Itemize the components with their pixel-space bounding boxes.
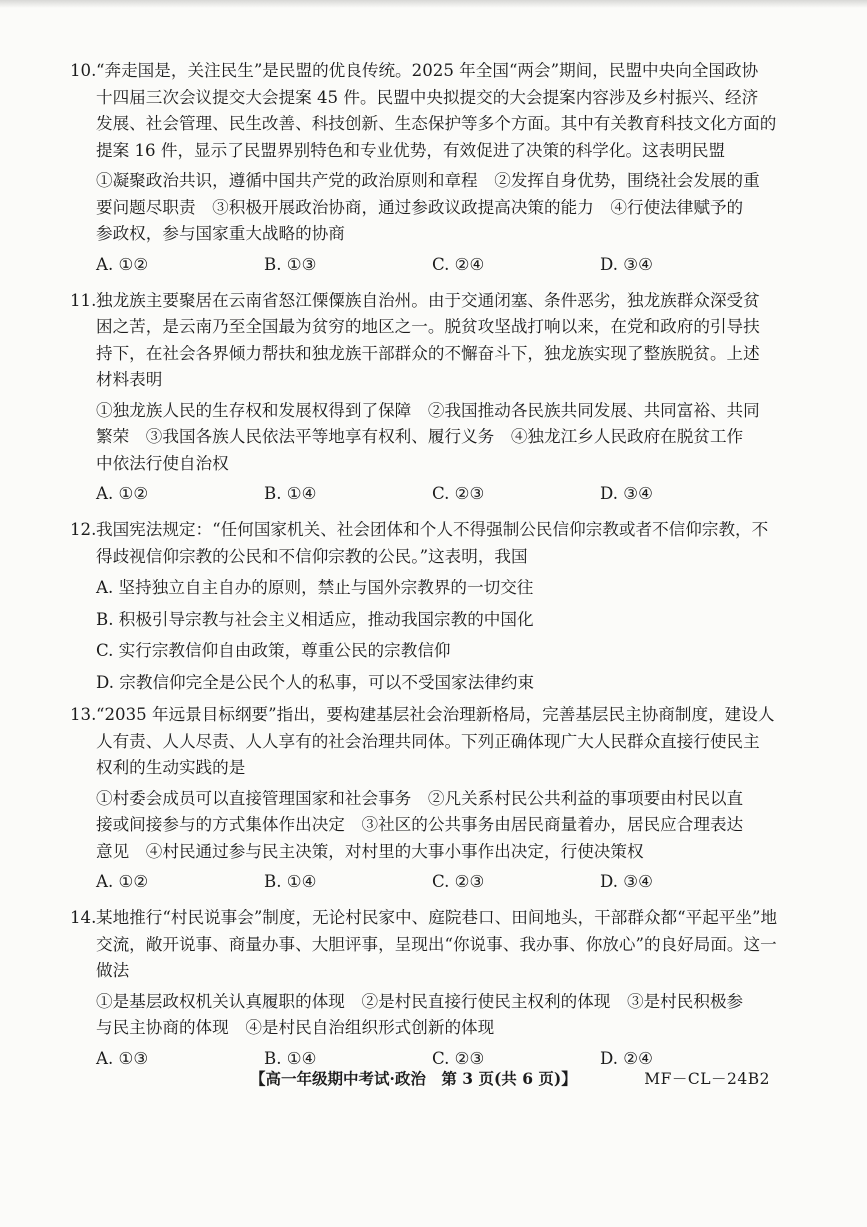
option-d: D. ③④ <box>600 254 654 274</box>
scan-top-edge <box>0 0 867 8</box>
question-stem-line: 14.某地推行“村民说事会”制度，无论村民家中、庭院巷口、田间地头，干部群众都“平起平坐”地 <box>96 905 766 932</box>
question-10 <box>70 58 777 282</box>
statement-line: ①凝聚政治共识，遵循中国共产党的政治原则和章程 ②发挥自身优势，围绕社会发展的重 <box>96 171 760 190</box>
question-14 <box>70 905 778 1076</box>
questions-area <box>70 58 778 1076</box>
footer-code: MF－CL－24B2 <box>644 1070 770 1088</box>
statement-line: 要问题尽职责 ③积极开展政治协商，通过参政议政提高决策的能力 ④行使法律赋予的 <box>96 197 744 217</box>
option-a: A. 坚持独立自主自办的原则，禁止与国外宗教界的一切交往 <box>96 578 534 597</box>
option-a: A. ①② <box>96 484 149 503</box>
statement-line: ①村委会成员可以直接管理国家和社会事务 ②凡关系村民公共利益的事项要由村民以直 <box>96 788 744 808</box>
option-d: D. 宗教信仰完全是公民个人的私事，可以不受国家法律约束 <box>96 672 535 692</box>
question-stem-line: 11.独龙族主要聚居在云南省怒江傈僳族自治州。由于交通闭塞、条件恶劣，独龙族群众深受贫 <box>96 288 766 315</box>
option-b: B. ①④ <box>264 1048 317 1068</box>
option-a: A. ①② <box>96 872 149 891</box>
option-d: D. ②④ <box>600 1048 654 1068</box>
question-stem-line: 发展、社会管理、民生改善、科技创新、生态保护等多个方面。其中有关教育科技文化方面的 <box>96 114 777 133</box>
question-stem-line: 持下，在社会各界倾力帮扶和独龙族干部群众的不懈奋斗下，独龙族实现了整族脱贫。上述 <box>96 343 760 363</box>
statement-line: 意见 ④村民通过参与民主决策，对村里的大事小事作出决定，行使决策权 <box>96 841 644 861</box>
page-footer <box>250 1066 770 1092</box>
option-d: D. ③④ <box>600 872 654 891</box>
option-b: B. ①④ <box>264 872 317 891</box>
statement-line: 接或间接参与的方式集体作出决定 ③社区的公共事务由居民商量着办，居民应合理表达 <box>96 815 744 834</box>
option-b: B. ①④ <box>264 484 317 503</box>
option-d: D. ③④ <box>600 484 654 503</box>
question-12 <box>70 517 769 696</box>
statement-line: 繁荣 ③我国各族人民依法平等地享有权利、履行义务 ④独龙江乡人民政府在脱贫工作 <box>96 427 744 446</box>
question-stem-line: 权利的生动实践的是 <box>96 758 246 777</box>
question-stem-line: 人有责、人人尽责、人人享有的社会治理共同体。下列正确体现广大人民群众直接行使民主 <box>96 731 760 751</box>
question-stem-line: 交流，敞开说事、商量办事、大胆评事，呈现出“你说事、我办事、你放心”的良好局面。这一 <box>96 934 777 954</box>
question-stem-line: 十四届三次会议提交大会提案 45 件。民盟中央拟提交的大会提案内容涉及乡村振兴、经济 <box>96 87 759 107</box>
answer-options <box>96 252 766 282</box>
statement-line: 与民主协商的体现 ④是村民自治组织形式创新的体现 <box>96 1018 495 1037</box>
question-number: 13. <box>70 705 97 724</box>
question-number: 11. <box>70 290 97 310</box>
question-stem-line: 得歧视信仰宗教的公民和不信仰宗教的公民。”这表明，我国 <box>96 546 528 566</box>
statement-line: 中依法行使自治权 <box>96 453 229 473</box>
answer-options <box>96 481 766 511</box>
question-number: 10. <box>70 61 97 80</box>
statement-line: ①独龙族人民的生存权和发展权得到了保障 ②我国推动各民族共同发展、共同富裕、共同 <box>96 400 760 420</box>
answer-options <box>96 869 766 899</box>
question-stem-line: 10.“奔走国是，关注民生”是民盟的优良传统。2025 年全国“两会”期间，民盟中央向全国政协 <box>96 58 766 85</box>
option-c: C. 实行宗教信仰自由政策，尊重公民的宗教信仰 <box>96 641 451 660</box>
question-11 <box>70 288 766 512</box>
statement-line: ①是基层政权机关认真履职的体现 ②是村民直接行使民主权利的体现 ③是村民积极参 <box>96 991 744 1011</box>
option-a: A. ①③ <box>96 1048 149 1068</box>
question-stem-line: 13.“2035 年远景目标纲要”指出，要构建基层社会治理新格局，完善基层民主协商制度，建设人 <box>96 702 766 729</box>
question-number: 12. <box>70 520 97 539</box>
option-c: C. ②③ <box>432 484 485 503</box>
statement-line: 参政权，参与国家重大战略的协商 <box>96 224 345 243</box>
option-b: B. 积极引导宗教与社会主义相适应，推动我国宗教的中国化 <box>96 609 534 629</box>
question-stem-line: 12.我国宪法规定：“任何国家机关、社会团体和个人不得强制公民信仰宗教或者不信仰宗教，不 <box>96 517 766 544</box>
question-stem-line: 材料表明 <box>96 370 163 389</box>
option-b: B. ①③ <box>264 254 317 274</box>
question-stem-line: 做法 <box>96 961 130 980</box>
option-c: C. ②④ <box>432 254 485 274</box>
question-stem-line: 困之苦，是云南乃至全国最为贫穷的地区之一。脱贫攻坚战打响以来，在党和政府的引导扶 <box>96 317 760 336</box>
question-13 <box>70 702 775 899</box>
question-number: 14. <box>70 908 97 927</box>
option-a: A. ①② <box>96 254 149 274</box>
question-stem-line: 提案 16 件，显示了民盟界别特色和专业优势，有效促进了决策的科学化。这表明民盟 <box>96 140 726 160</box>
option-c: C. ②③ <box>432 872 485 891</box>
option-c: C. ②③ <box>432 1048 485 1068</box>
footer-title: 【高一年级期中考试·政治 第 3 页(共 6 页)】 <box>250 1069 577 1088</box>
